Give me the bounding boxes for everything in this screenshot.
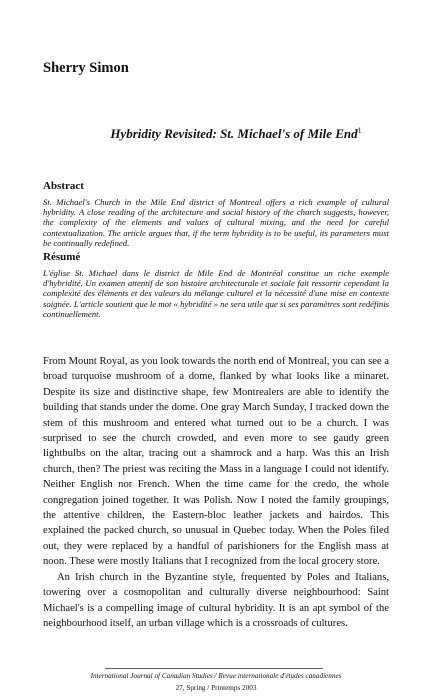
article-title bbox=[83, 126, 389, 142]
footer-divider bbox=[105, 668, 323, 669]
footer-journal-name: International Journal of Canadian Studies / Revue internationale d'études canadiennes bbox=[90, 672, 342, 680]
resume-heading: Résumé bbox=[43, 251, 81, 263]
paper-page bbox=[43, 0, 389, 700]
resume-text: L'église St. Michael dans le district de Mile End de Montréal constitue un riche exemple d'hybridité. Un examen attentif de son histoire architecturale et sociale fait ressortir cependant la complexité des éléments et des valeurs du mélange culturel et la nécessité d'une mise en contexte soignée. L'article soutient que le mot « hybridité » ne sera utile que si ses paramètres sont redéfinis continuellement. bbox=[43, 268, 389, 319]
body-paragraph: From Mount Royal, as you look towards the north end of Montreal, you can see a broad turquoise mushroom of a dome, flanked by what looks like a minaret. Despite its size and distinctive shape, few Montrealers are able to identify the building that stands under the dome. One gray March Sunday, I tracked down the stem of this mushroom and entered what turned out to be a church. I was surprised to see the church crowded, and even more to see gaudy green lightbulbs on the altar, tracing out a shamrock and a harp. Was this an Irish church, then? The priest was reciting the Mass in a language I could not identify. Neither English nor French. When the time came for the credo, the whole congregation joined together. It was Polish. Now I noted the family groupings, the attentive children, the Eastern-bloc leather jackets and hairdos. This explained the packed church, so unusual in Quebec today. When the Poles filed out, they were replaced by a handful of parishioners for the English mass at noon. These were mostly Italians that I recognized from the local grocery store. bbox=[43, 356, 389, 568]
abstract-text: St. Michael's Church in the Mile End district of Montreal offers a rich example of cultural hybridity. A close reading of the architecture and social history of the church suggests, however, the complexity of the elements and values of cultural mixing, and the need for careful contextualization. The article argues that, if the term hybridity is to be useful, its parameters must be continually redefined. bbox=[43, 197, 389, 248]
article-title-text: Hybridity Revisited: St. Michael's of Mile End bbox=[110, 126, 358, 141]
article-body bbox=[43, 354, 389, 631]
abstract-heading: Abstract bbox=[43, 180, 84, 192]
body-paragraph: An Irish church in the Byzantine style, frequented by Poles and Italians, towering over a cosmopolitan and culturally diverse neighbourhood: Saint Michael's is a compelling image of cultural hybridity. It is an apt symbol of the neighbourhood itself, an urban village which is a crossroads of cultures. bbox=[43, 571, 389, 629]
footer-issue-info: 27, Spring / Printemps 2003 bbox=[175, 684, 257, 692]
author-name: Sherry Simon bbox=[43, 60, 129, 76]
title-footnote-marker: 1 bbox=[357, 126, 362, 135]
